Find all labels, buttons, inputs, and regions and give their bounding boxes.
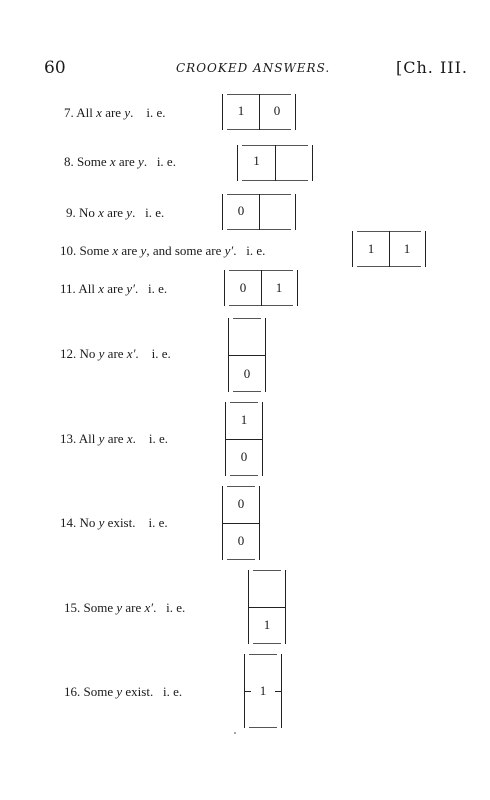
proposition-9: 9. No x are y. i. e. [66,205,165,220]
proposition-15: 15. Some y are x′. i. e. [64,600,186,615]
proposition-14: 14. No y exist. i. e. [60,515,168,530]
proposition-7: 7. All x are y. i. e. [64,105,166,120]
cell-upper-right: 0 [273,103,281,118]
diagram-7 [222,94,296,130]
page-speck [234,732,236,734]
diagram-10 [352,231,426,267]
diagram-12 [228,318,266,392]
proposition-8: 8. Some x are y. i. e. [64,154,176,169]
cell-upper-left: 1 [253,153,260,168]
cell-upper-left: 1 [237,103,245,118]
cell-bottom: 0 [243,366,251,381]
proposition-12: 12. No y are x′. i. e. [60,346,171,361]
proposition-13: 13. All y are x. i. e. [60,431,168,446]
cell-upper-left: 0 [237,203,245,218]
cell-top: 0 [237,496,245,511]
diagram-13 [225,402,263,476]
diagram-9 [222,194,296,230]
diagram-8 [237,145,313,181]
diagram-15 [248,570,286,644]
cell-center: 1 [259,683,267,698]
cell-upper-right: 1 [275,280,283,295]
proposition-16: 16. Some y exist. i. e. [64,684,183,699]
cell-bottom: 0 [237,533,245,548]
cell-top: 1 [240,412,248,427]
cell-bottom: 1 [263,617,271,632]
cell-upper-left: 1 [367,241,375,256]
proposition-11: 11. All x are y′. i. e. [60,281,168,296]
diagram-14 [222,486,260,560]
page-number: 60 [44,58,66,78]
page-header [0,58,490,82]
cell-upper-right: 1 [403,241,411,256]
diagram-16 [244,654,282,728]
proposition-10: 10. Some x are y, and some are y′. i. e. [60,243,266,258]
running-title: CROOKED ANSWERS. [176,61,331,75]
cell-bottom: 0 [240,449,248,464]
chapter-label: [Ch. III. [396,58,469,77]
diagram-11 [224,270,298,306]
cell-upper-left: 0 [239,280,247,295]
